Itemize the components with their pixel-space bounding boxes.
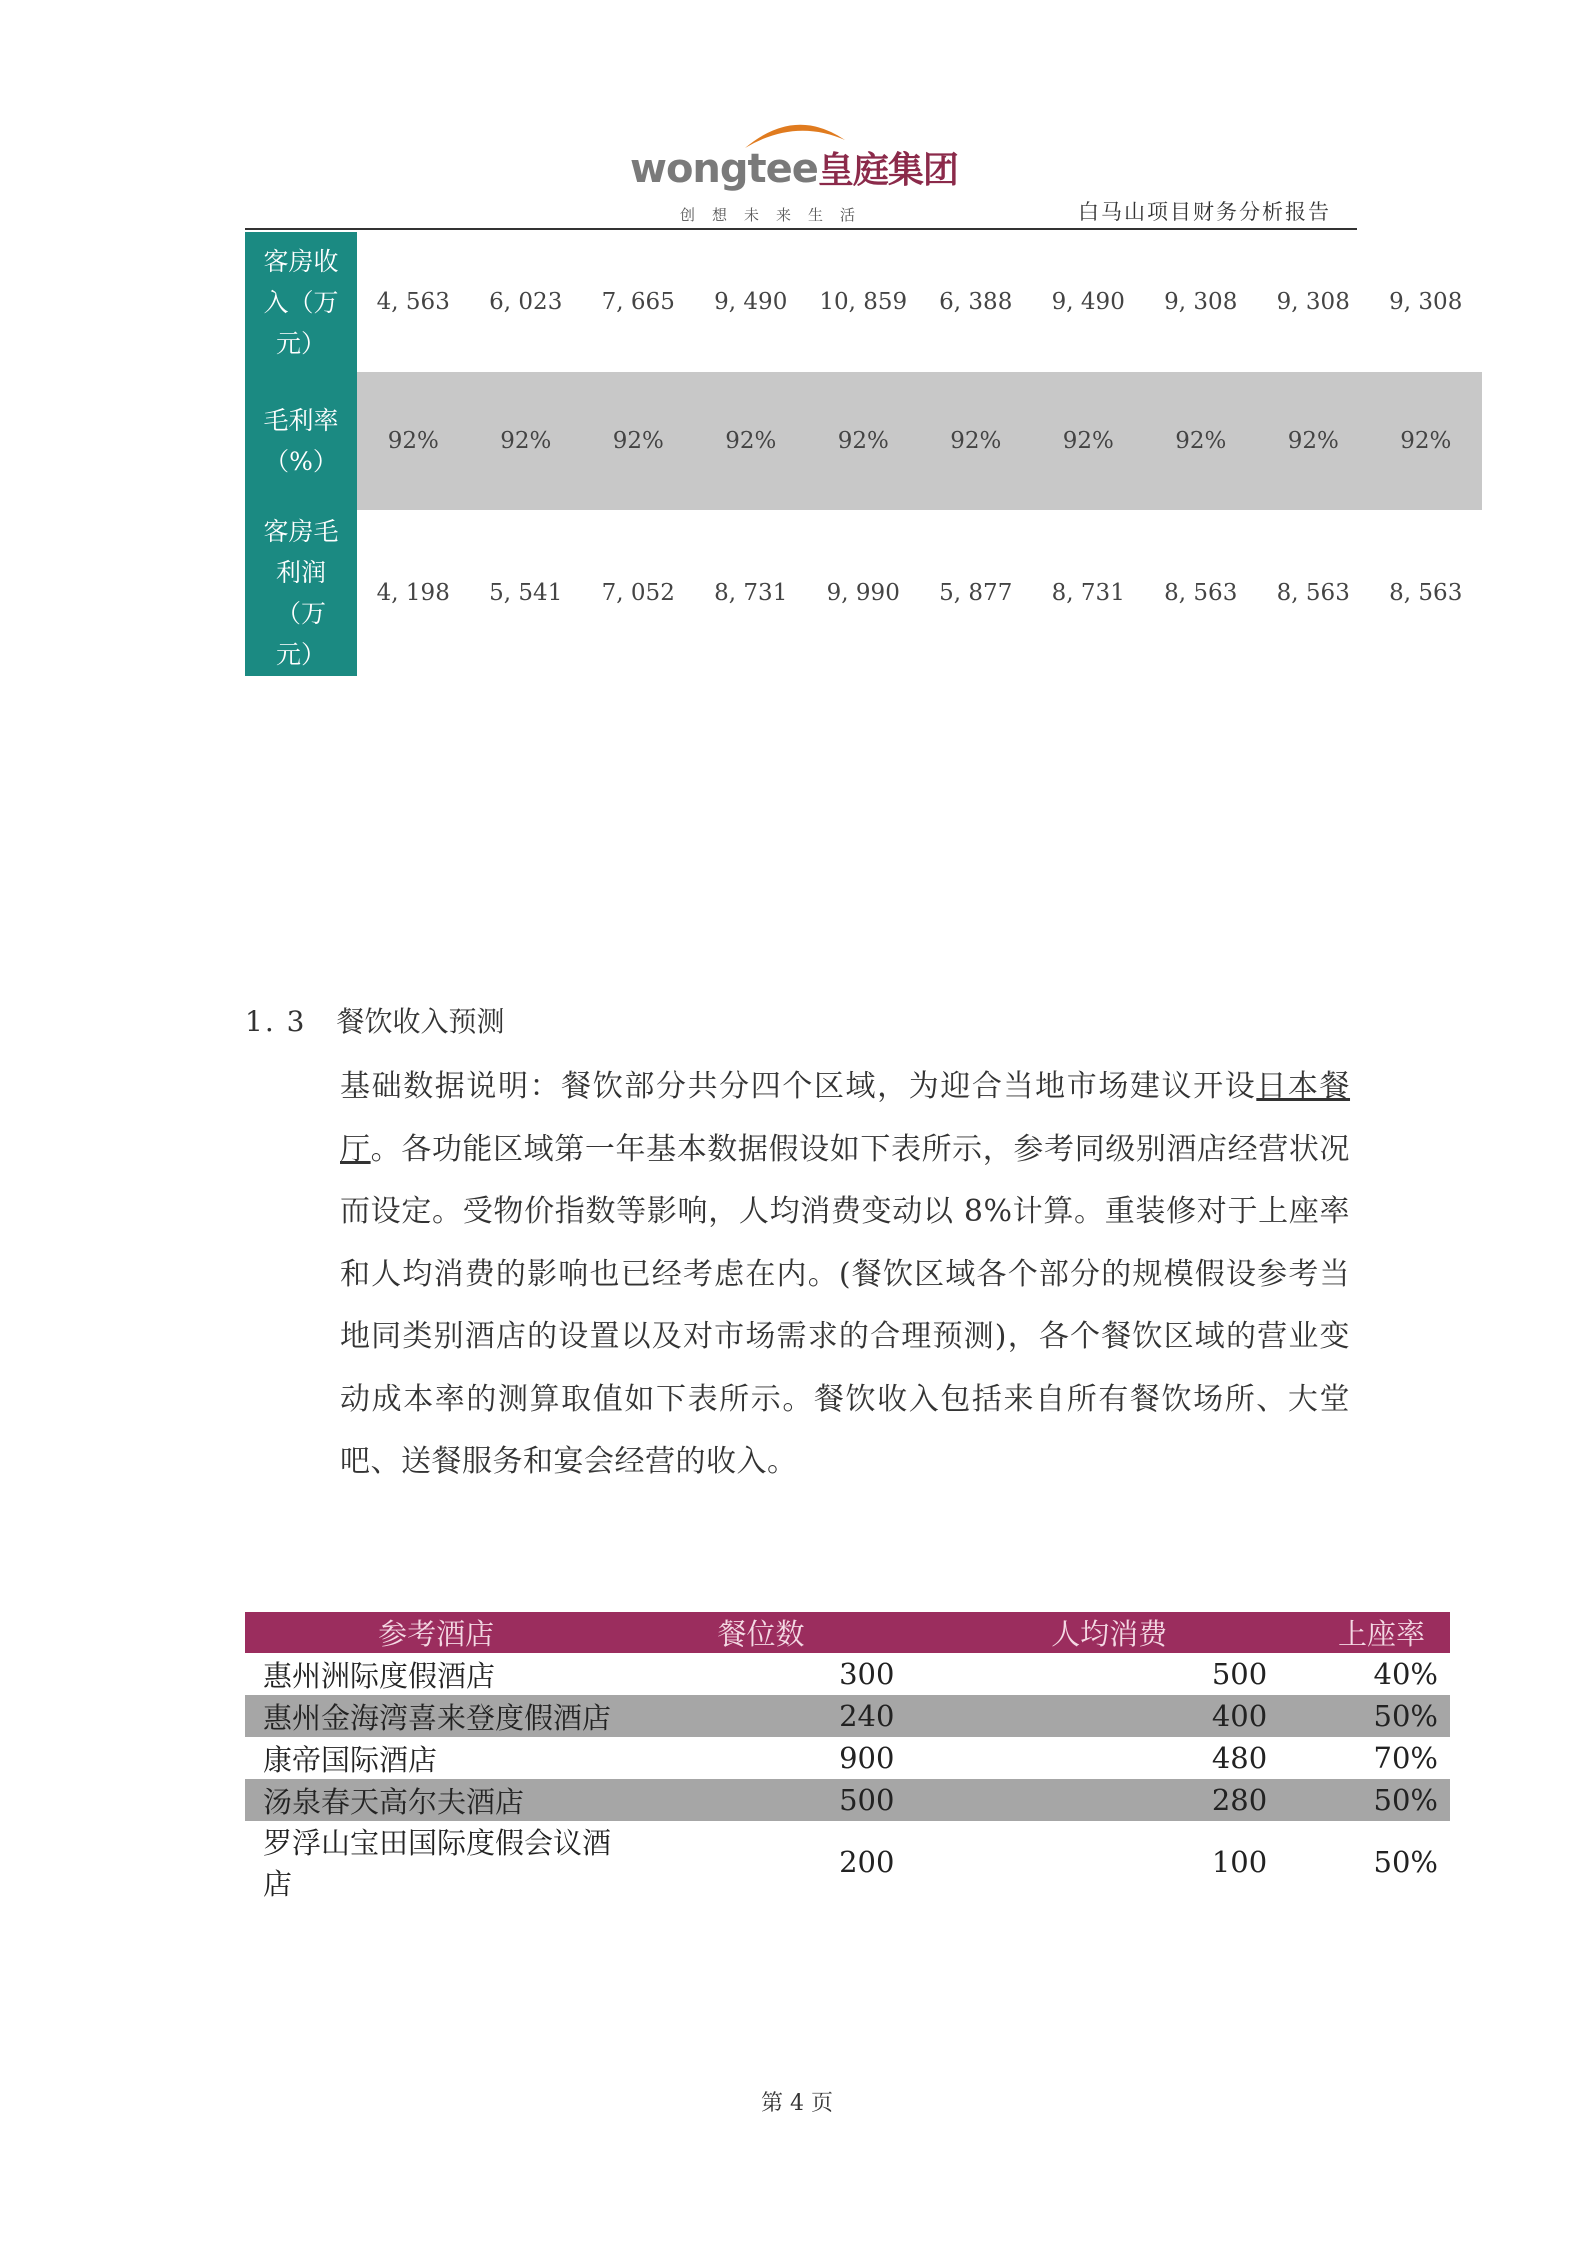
table-cell: 9, 990	[826, 580, 900, 606]
table-row	[245, 232, 1482, 372]
logo-cn: 皇庭集团	[817, 150, 958, 191]
table-cell: 4, 198	[376, 580, 450, 606]
hotel-name: 罗浮山宝田国际度假会议酒店	[263, 1826, 612, 1901]
table-cell: 8, 563	[1276, 580, 1350, 606]
reference-hotel-table	[245, 1612, 1450, 1903]
table-cell: 8, 731	[714, 580, 788, 606]
table-cell: 92%	[387, 428, 439, 454]
seat-count: 200	[839, 1845, 895, 1879]
table-cell: 6, 023	[489, 289, 563, 315]
table-cell: 7, 665	[601, 289, 675, 315]
avg-spend: 100	[1211, 1845, 1268, 1879]
column-header: 参考酒店	[245, 1612, 627, 1653]
table-cell: 10, 859	[819, 289, 908, 315]
table-cell: 7, 052	[601, 580, 675, 606]
table-cell: 92%	[1400, 428, 1452, 454]
logo-en: wongtee	[630, 146, 818, 192]
hotel-name: 汤泉春天高尔夫酒店	[245, 1779, 627, 1821]
hotel-name: 惠州洲际度假酒店	[263, 1658, 496, 1693]
table-cell: 9, 490	[1051, 289, 1125, 315]
occupancy-rate: 50%	[1267, 1695, 1450, 1737]
avg-spend: 500	[1211, 1657, 1268, 1691]
column-header: 人均消费	[894, 1612, 1267, 1653]
table-row	[245, 1821, 1450, 1903]
table-cell: 92%	[1062, 428, 1114, 454]
room-revenue-table	[245, 232, 1482, 676]
table-cell: 92%	[500, 428, 552, 454]
avg-spend: 480	[1211, 1741, 1268, 1775]
table-cell: 92%	[837, 428, 889, 454]
table-cell: 5, 877	[939, 580, 1013, 606]
seat-count: 300	[839, 1657, 895, 1691]
table-row	[245, 1653, 1450, 1695]
table-cell: 9, 308	[1389, 289, 1463, 315]
table-header-row	[245, 1612, 1450, 1653]
para-text: 。各功能区域第一年基本数据假设如下表所示，参考同级别酒店经营状况而设定。受物价指数等影响，人均消费变动以 8%计算。重装修对于上座率和人均消费的影响也已经考虑在内。(餐饮区域各个部分的规模假设参考当地同类别酒店的设置以及对市场需求的合理预测)，各个餐饮区域的营业变动成本率的测算取值如下表所示。餐饮收入包括来自所有餐饮场所、大堂吧、送餐服务和宴会经营的收入。	[340, 1131, 1350, 1479]
hotel-name: 康帝国际酒店	[263, 1742, 438, 1777]
table-cell: 9, 308	[1164, 289, 1238, 315]
column-header: 餐位数	[627, 1612, 894, 1653]
table-cell: 9, 490	[714, 289, 788, 315]
table-row	[245, 1779, 1450, 1821]
row-label: 客房毛利润（万元）	[245, 510, 357, 676]
row-label: 客房收入（万元）	[245, 232, 357, 372]
para-text: 基础数据说明：餐饮部分共分四个区域，为迎合当地市场建议开设	[340, 1069, 1257, 1104]
seat-count: 900	[839, 1741, 895, 1775]
avg-spend: 400	[894, 1695, 1267, 1737]
occupancy-rate: 40%	[1373, 1657, 1438, 1691]
table-row	[245, 372, 1482, 510]
header-divider	[245, 228, 1357, 230]
table-cell: 8, 563	[1164, 580, 1238, 606]
logo-wordmark	[630, 142, 958, 193]
report-title: 白马山项目财务分析报告	[1078, 200, 1331, 224]
seat-count: 240	[627, 1695, 894, 1737]
table-cell: 8, 563	[1389, 580, 1463, 606]
avg-spend: 280	[894, 1779, 1267, 1821]
table-cell: 92%	[612, 428, 664, 454]
table-row	[245, 1695, 1450, 1737]
occupancy-rate: 70%	[1373, 1741, 1438, 1775]
table-cell: 8, 731	[1051, 580, 1125, 606]
section-title: 餐饮收入预测	[336, 1005, 505, 1038]
table-cell: 5, 541	[489, 580, 563, 606]
underlined-term: 日本餐厅	[340, 1069, 1351, 1167]
table-row	[245, 510, 1482, 676]
table-cell: 92%	[725, 428, 777, 454]
seat-count: 500	[627, 1779, 894, 1821]
section-number: 1. 3	[245, 1005, 307, 1038]
column-header: 上座率	[1267, 1612, 1450, 1653]
table-cell: 92%	[1175, 428, 1227, 454]
table-cell: 6, 388	[939, 289, 1013, 315]
section-heading	[245, 1000, 504, 1040]
company-logo	[630, 112, 958, 224]
occupancy-rate: 50%	[1373, 1845, 1438, 1879]
row-label: 毛利率（%）	[245, 372, 357, 510]
table-cell: 9, 308	[1276, 289, 1350, 315]
table-cell: 4, 563	[376, 289, 450, 315]
occupancy-rate: 50%	[1267, 1779, 1450, 1821]
table-cell: 92%	[1287, 428, 1339, 454]
section-paragraph	[340, 1056, 1350, 1494]
table-row	[245, 1737, 1450, 1779]
table-cell: 92%	[950, 428, 1002, 454]
page-number: 第 4 页	[761, 2091, 833, 2116]
hotel-name: 惠州金海湾喜来登度假酒店	[245, 1695, 627, 1737]
logo-slogan: 创想未来生活	[680, 206, 873, 224]
